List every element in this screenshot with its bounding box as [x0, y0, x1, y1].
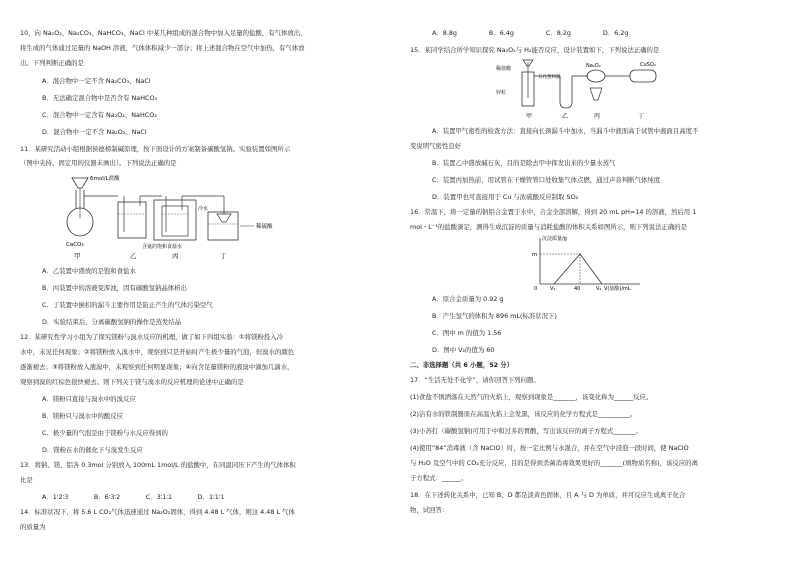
- beaker-ding: [208, 196, 254, 240]
- q17-part-1: (1)食盐不慎洒落在天然气的火焰上，观察到现象是_______，该变化称为______反应。: [410, 393, 653, 401]
- q16-option-c: C．图中 m 的值为 1.56: [432, 329, 502, 337]
- label-na2o2: Na₂O₂: [586, 63, 601, 69]
- q12-line-3: 逐渐褪去；③将镁粉放入液溴中，未观察到任何明显现象；④向含足量镁粉的液溴中滴加几滴水，: [20, 363, 294, 371]
- q10-option-b: B．无法确定混合物中是否含有 NaHCO₃: [42, 94, 158, 102]
- q13-line-2: 比是: [20, 476, 33, 484]
- label-zinc: 锌粒: [496, 90, 507, 96]
- q11-line-1: 11．某研究活动小组根据侯德榜制碱原理，按下面设计的方案制备碳酸氢钠。实验装置如图所示: [20, 145, 291, 153]
- label-cold-water: 冷水: [198, 206, 209, 212]
- q16-option-d: D．图中 V₂的值为 60: [432, 346, 495, 354]
- q13-options: A．1∶2∶3 B．6∶3∶2 C．3∶1∶1 D．1∶1∶1: [42, 493, 225, 501]
- graph-xlabel: V(盐酸)/mL: [604, 286, 631, 292]
- q16-line-2: mol・L⁻¹的盐酸滴定，测得生成沉淀的质量与消耗盐酸的体积关系如图所示，则下列说法正确的是: [410, 223, 688, 231]
- label-jia-2: 甲: [526, 113, 533, 120]
- graph-origin: 0: [534, 286, 538, 292]
- label-funnel-acid: 稀盐酸: [496, 66, 512, 72]
- q17-part-4-line-1: (4)使用“84”消毒液（含 NaClO）时，按一定比例与水混合，并在空气中浸泡一段时间，使 NaClO: [410, 444, 689, 452]
- label-acid: 6mol/L盐酸: [90, 176, 120, 182]
- graph-v1: V₁: [550, 286, 556, 292]
- graph-ylabel: 沉淀质量/g: [542, 236, 567, 242]
- q11-apparatus-figure: [58, 170, 328, 260]
- q18-line-2: 物，试回答：: [410, 506, 449, 514]
- q15-apparatus-figure: [490, 58, 690, 120]
- graph-v2: V₂: [596, 286, 602, 292]
- q10-option-a: A．混合物中一定不含 Na₂CO₃、NaCl: [42, 77, 151, 85]
- label-ding-2: 丁: [638, 113, 645, 120]
- q12-line-4: 观察到溴的红棕色很快褪去。则下列关于镁与溴水的反应机理的论述中正确的是: [20, 378, 244, 386]
- label-caco3: CaCO₃: [66, 242, 84, 248]
- q14-line-2: 的质量为: [20, 523, 46, 531]
- q11-line-2: （图中夹持、固定用的仪器未画出）。下列说法正确的是: [20, 159, 177, 167]
- label-yi-2: 乙: [562, 113, 569, 120]
- q16-graph: [520, 232, 650, 292]
- q14-line-1: 14．标准状况下，将 5.6 L CO₂气体迅速通过 Na₂O₂固体，得到 4.48 L 气体，则这 4.48 L 气体: [20, 508, 295, 516]
- q14-options: A．8.8g B．6.4g C．8.2g D．6.2g: [432, 29, 629, 37]
- q12-option-a: A．镁粉只直接与溴水中的溴反应: [42, 395, 136, 403]
- label-jia: 甲: [74, 252, 81, 260]
- q15-line-1: 15．某同学结合所学知识探究 Na₂O₂与 H₂能否反应，设计装置如下，下列说法正确的是: [410, 46, 660, 54]
- q13-line-1: 13．将钠、镁、铝各 0.3mol 分别放入 100mL 1mol/L 的盐酸中，在同温同压下产生的气体体积: [20, 461, 296, 469]
- q15-option-a-1: A．装置甲气密性的检查方法：直接向长颈漏斗中加水，当漏斗中液面高于试管中液面且高度不: [432, 127, 699, 135]
- graph-m-label: m: [532, 252, 538, 258]
- q17-line-1: 17．“生活无处不化学”，请你回答下列问题。: [410, 376, 540, 384]
- label-bing-2: 丙: [594, 113, 601, 120]
- q16-line-1: 16．常温下，将一定量的钠铝合金置于水中，合金全部溶解，得到 20 mL pH=14 的溶液，然后用 1: [410, 208, 697, 216]
- q16-option-b: B．产生氢气的体积为 896 mL(标准状况下): [432, 312, 557, 320]
- q12-option-b: B．镁粉只与溴水中的酸反应: [42, 412, 124, 420]
- q17-part-4-line-2: 与 H₂O 及空气中的 CO₂充分反应，目的是得到杀菌消毒效果更好的_______(填物质名称)，该反应的离: [410, 459, 698, 467]
- q15-option-a-2: 变说明气密性良好: [410, 142, 462, 150]
- label-dilute-acid: 稀硫酸: [256, 224, 273, 230]
- q17-part-4-line-3: 子方程式：______。: [410, 474, 468, 482]
- q10-line-3: 出。下列判断正确的是: [20, 59, 84, 67]
- graph-40: 40: [574, 286, 581, 292]
- q12-option-d: D．镁粉在水的催化下与溴发生反应: [42, 446, 143, 454]
- q12-line-2: 水中，未见任何现象；②将镁粉放入溴水中，观察到只是开始时产生极少量的气泡，但溴水的颜色: [20, 348, 295, 356]
- q10-line-2: 将生成的气体通过足量的 NaOH 溶液，气体体积减少一部分；将上述混合物在空气中加热，有气体放: [20, 44, 305, 52]
- q10-option-c: C．混合物中一定含有 Na₂O₂、NaHCO₃: [42, 111, 157, 119]
- section-heading: 二、非选择题（共 6 小题，52 分）: [410, 361, 514, 369]
- label-plate: 有孔塑料板: [538, 75, 561, 80]
- q17-part-2: (2)沾有水的铁制器皿在高温火焰上会发黑，该反应的化学方程式是__________。: [410, 410, 637, 418]
- q11-option-d: D．实验结束后，分离碳酸氢钠的操作是蒸发结晶: [42, 318, 182, 326]
- label-yi: 乙: [130, 252, 137, 260]
- beaker-bing: [154, 196, 224, 240]
- q17-part-3: (3)小苏打（碳酸氢钠)可用于中和过多的胃酸，写出该反应的离子方程式_______。: [410, 427, 643, 435]
- q10-option-d: D．混合物中一定不含 Na₂O₂、NaCl: [42, 128, 147, 136]
- q11-option-a: A．乙装置中盛放的是饱和食盐水: [42, 267, 136, 275]
- q11-option-c: C．丁装置中倒扣的漏斗主要作用是防止产生的气体污染空气: [42, 301, 213, 309]
- q10-line-1: 10，向 Na₂O₂、Na₂CO₃、NaHCO₃、NaCl 中某几种组成的混合物中加入足量的盐酸，有气体放出，: [20, 29, 307, 37]
- flask-jia: [67, 178, 118, 236]
- q15-option-b: B．装置乙中盛放碱石灰，目的是除去甲中挥发出来的少量水蒸气: [432, 159, 616, 167]
- q15-option-c: C．装置丙加热前，用试管在干燥管管口处收集气体点燃，通过声音判断气体纯度: [432, 176, 661, 184]
- q18-line-1: 18．在下述转化关系中，已知 B、D 都是淡黄色固体，且 A 与 D 为单质，并可反应生成离子化合: [410, 491, 686, 499]
- q16-option-a: A．原合金质量为 0.92 g: [432, 295, 504, 303]
- label-salt-water: 含氨的饱和食盐水: [142, 244, 183, 250]
- label-bing: 丙: [172, 252, 179, 260]
- q12-line-1: 12．某研究性学习小组为了探究镁粉与溴水反应的机理，做了如下四组实验：①将镁粉投入冷: [20, 333, 284, 341]
- q11-option-b: B．丙装置中的溶液变浑浊，因有碳酸氢钠晶体析出: [42, 284, 187, 292]
- label-cuso4: CuSO₄: [640, 62, 656, 68]
- label-ding: 丁: [220, 252, 227, 260]
- q12-option-c: C．极少量的气泡是由于镁粉与水反应得到的: [42, 429, 168, 437]
- q15-option-d: D．装置甲也可直接用于 Cu 与浓硫酸反应制取 SO₂: [432, 193, 579, 201]
- bottle-yi: [118, 196, 162, 238]
